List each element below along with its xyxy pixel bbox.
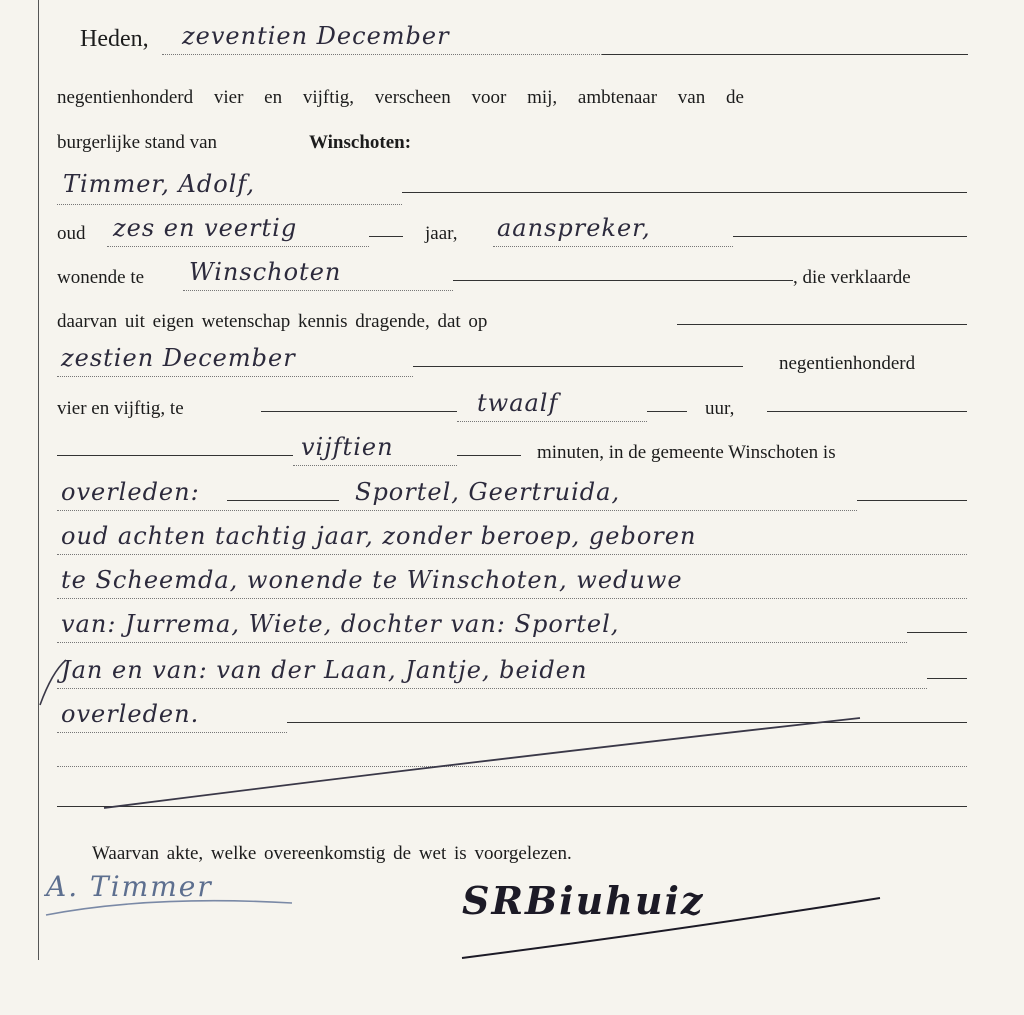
minutes-of-death: vijftien bbox=[301, 433, 394, 461]
deceased-details-1: oud achten tachtig jaar, zonder beroep, geboren bbox=[61, 522, 697, 550]
heden-label: Heden, bbox=[80, 26, 149, 52]
hour-of-death: twaalf bbox=[477, 389, 559, 417]
declarant-name: Timmer, Adolf, bbox=[63, 170, 255, 198]
line-7-text: daarvan uit eigen wetenschap kennis dragende, dat op bbox=[57, 311, 488, 332]
declarant-residence: Winschoten bbox=[189, 258, 342, 286]
uur-label: uur, bbox=[705, 398, 735, 419]
deceased-name: Sportel, Geertruida, bbox=[355, 478, 621, 506]
deceased-details-5: overleden. bbox=[61, 700, 200, 728]
oud-label: oud bbox=[57, 223, 86, 244]
deceased-details-4: Jan en van: van der Laan, Jantje, beiden bbox=[61, 656, 588, 684]
overleden-word: overleden: bbox=[61, 478, 200, 506]
date-of-declaration: zeventien December bbox=[182, 22, 450, 50]
line-9-prefix: vier en vijftig, te bbox=[57, 398, 184, 419]
line-8-suffix: negentienhonderd bbox=[779, 353, 916, 374]
declarant-signature: A. Timmer bbox=[46, 870, 213, 903]
declarant-age: zes en veertig bbox=[113, 214, 298, 242]
line-3-prefix: burgerlijke stand van bbox=[57, 132, 218, 153]
wonende-label: wonende te bbox=[57, 267, 145, 288]
line-2-text: negentienhonderd vier en vijftig, verscheen voor mij, ambtenaar van de bbox=[57, 87, 744, 108]
closing-sentence: Waarvan akte, welke overeenkomstig de wet is voorgelezen. bbox=[92, 843, 572, 864]
official-signature: SRBiuhuiz bbox=[462, 878, 705, 923]
deceased-details-3: van: Jurrema, Wiete, dochter van: Sportel, bbox=[61, 610, 620, 638]
date-of-death: zestien December bbox=[61, 344, 296, 372]
deceased-details-2: te Scheemda, wonende te Winschoten, weduwe bbox=[61, 566, 683, 594]
line-10-suffix: minuten, in de gemeente Winschoten is bbox=[537, 442, 836, 463]
declarant-occupation: aanspreker, bbox=[497, 214, 651, 242]
line-6-suffix: , die verklaarde bbox=[793, 267, 911, 288]
jaar-label: jaar, bbox=[425, 223, 458, 244]
municipality-name: Winschoten: bbox=[309, 132, 412, 153]
